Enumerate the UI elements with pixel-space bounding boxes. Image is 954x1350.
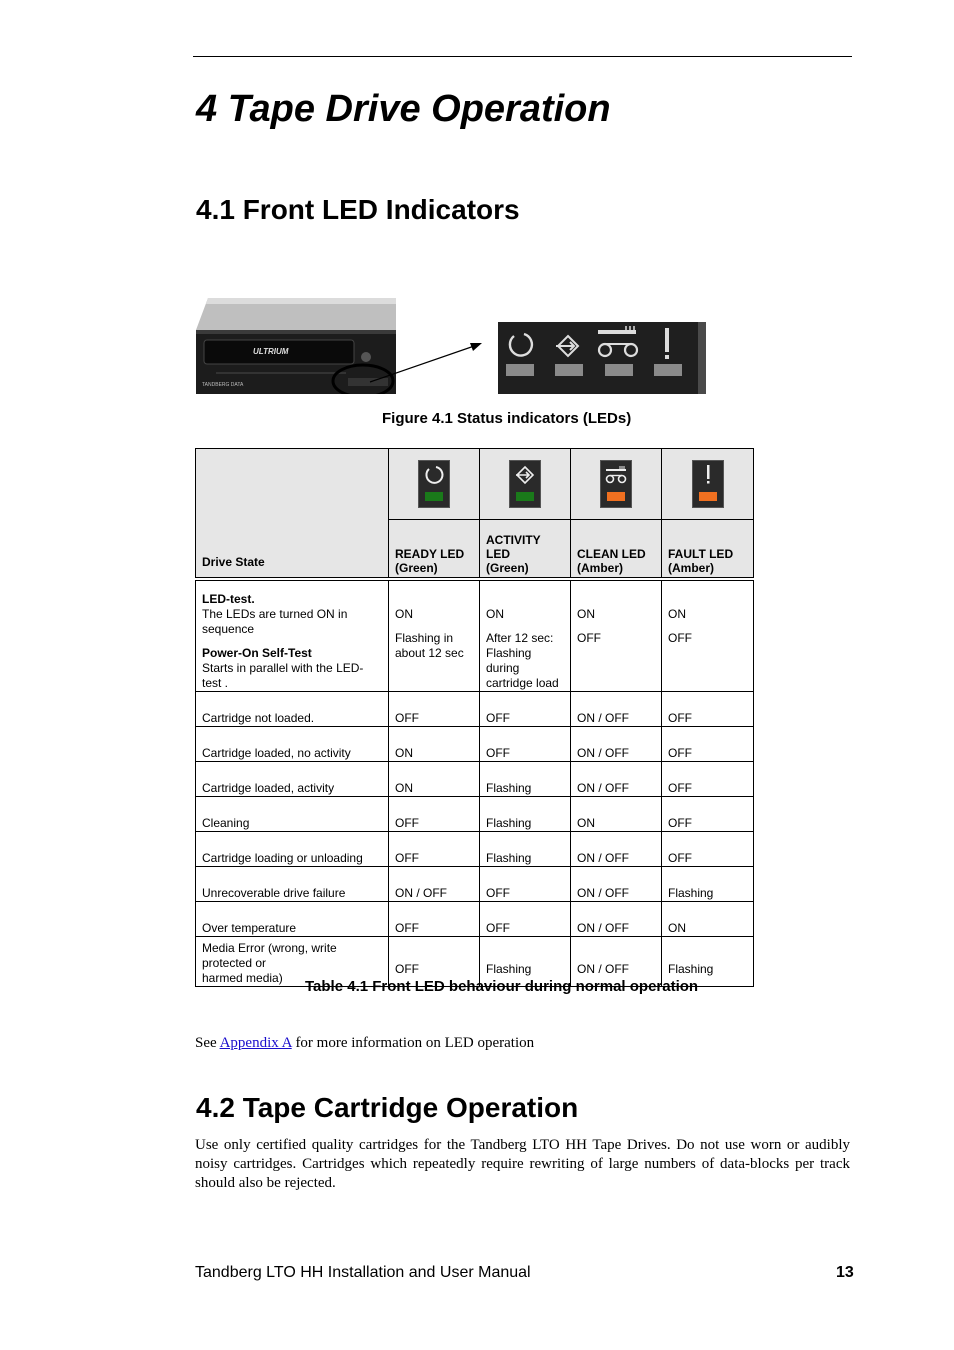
cell-ready: OFF [389,797,480,832]
cell-clean: ON / OFF [571,832,662,867]
cell-activity: Flashing [480,762,571,797]
cell-activity: OFF [480,692,571,727]
cell-clean: ON / OFF [571,727,662,762]
cell-fault: OFF [662,762,754,797]
cell-state-led-test: LED-test. The LEDs are turned ON in sequence Power-On Self-Test Starts in parallel with the LED-test . [196,581,389,692]
cell-ready-led-test: ON Flashing in about 12 sec [389,581,480,692]
chapter-title: 4 Tape Drive Operation [196,88,611,130]
cell-fault: Flashing [662,937,754,987]
cell-clean: ON / OFF [571,692,662,727]
cell-ready: OFF [389,692,480,727]
ready-led-icon-cell [389,449,480,520]
cell-activity: Flashing [480,937,571,987]
cell-clean: ON / OFF [571,902,662,937]
section-title-front-led: 4.1 Front LED Indicators [196,194,520,225]
cell-clean: ON / OFF [571,937,662,987]
figure-caption: Figure 4.1 Status indicators (LEDs) [382,410,632,427]
table-row [196,581,754,692]
cell-state: Cartridge loaded, no activity [196,727,389,762]
section-title-cartridge: 4.2 Tape Cartridge Operation [196,1092,579,1123]
cell-activity: OFF [480,902,571,937]
header-rule [193,56,852,57]
see-appendix-line [195,1034,534,1053]
cell-activity: Flashing [480,832,571,867]
cell-fault: OFF [662,797,754,832]
clean-brush-icon [600,460,632,508]
cell-fault-led-test: ON OFF [662,581,754,692]
cell-ready: OFF [389,832,480,867]
cell-ready: OFF [389,902,480,937]
table-row [196,692,754,727]
cell-state-media-error: Media Error (wrong, write protected or harmed media) [196,937,389,987]
drive-model-text: TANDBERG DATA [202,382,244,388]
table-row [196,727,754,762]
cell-fault: OFF [662,832,754,867]
appendix-a-link[interactable]: Appendix A [219,1035,292,1051]
cell-state: Unrecoverable drive failure [196,867,389,902]
footer-manual-title: Tandberg LTO HH Installation and User Manual [195,1264,531,1281]
header-ready-led: READY LED (Green) [389,520,480,578]
cell-ready: OFF [389,937,480,987]
activity-arrow-icon [509,460,541,508]
cell-clean: ON / OFF [571,762,662,797]
cell-state: Over temperature [196,902,389,937]
cell-activity: OFF [480,867,571,902]
callout-arrow [320,330,490,410]
led-panel-closeup [498,322,706,394]
drive-logo-text: ULTRIUM [253,347,289,356]
header-activity-led: ACTIVITY LED (Green) [480,520,571,578]
see-text-after: for more information on LED operation [291,1035,535,1051]
cell-state: Cartridge loading or unloading [196,832,389,867]
cell-state: Cleaning [196,797,389,832]
header-blank-cell [196,449,389,520]
table-row [196,762,754,797]
cell-ready: ON [389,762,480,797]
header-drive-state: Drive State [196,520,389,578]
cell-activity: Flashing [480,797,571,832]
cell-state: Cartridge not loaded. [196,692,389,727]
cell-activity-led-test: ON After 12 sec: Flashing during cartridge load [480,581,571,692]
clean-led-icon-cell [571,449,662,520]
table-row [196,902,754,937]
header-clean-led: CLEAN LED (Amber) [571,520,662,578]
cell-activity: OFF [480,727,571,762]
ready-power-icon [418,460,450,508]
led-table-body [195,580,754,987]
cell-fault: Flashing [662,867,754,902]
table-row [196,867,754,902]
cell-clean: ON [571,797,662,832]
cell-state: Cartridge loaded, activity [196,762,389,797]
fault-exclamation-icon [692,460,724,508]
see-text-before: See [195,1035,220,1051]
activity-led-icon-cell [480,449,571,520]
table-row [196,832,754,867]
cartridge-paragraph: Use only certified quality cartridges for the Tandberg LTO HH Tape Drives. Do not use worn or audibly noisy cartridges. Cartridges which repeatedly require rewriting of large numbers of data-blocks per track should also be rejected. [195,1137,850,1191]
cell-fault: ON [662,902,754,937]
led-table-header [195,448,754,578]
cell-ready: ON / OFF [389,867,480,902]
table-row [196,797,754,832]
cell-fault: OFF [662,692,754,727]
header-fault-led: FAULT LED (Amber) [662,520,754,578]
table-caption: Table 4.1 Front LED behaviour during normal operation [305,978,699,995]
cell-ready: ON [389,727,480,762]
page-number: 13 [836,1264,854,1281]
cell-clean: ON / OFF [571,867,662,902]
fault-led-icon-cell [662,449,754,520]
cell-fault: OFF [662,727,754,762]
cell-clean-led-test: ON OFF [571,581,662,692]
